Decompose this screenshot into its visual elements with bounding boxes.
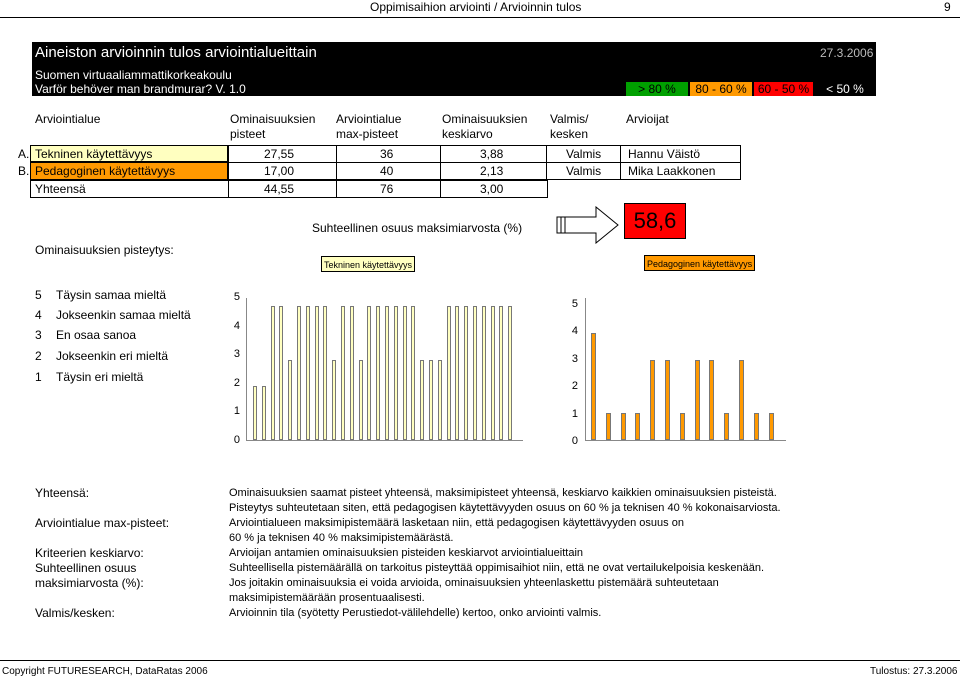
chart-ped-bar — [724, 413, 729, 440]
row-a-evaluator: Hannu Väistö — [628, 147, 701, 161]
chart-tech-bar — [508, 306, 512, 440]
col-header-points-1: Ominaisuuksien — [230, 112, 316, 126]
legend-over-80: > 80 % — [626, 82, 688, 96]
table-col-divider — [440, 180, 441, 198]
chart-tech-bar — [323, 306, 327, 440]
table-col-divider — [336, 145, 337, 180]
total-max: 76 — [380, 182, 394, 196]
arrow-right-icon — [556, 206, 620, 244]
legend-80-60: 80 - 60 % — [690, 82, 752, 96]
row-a-points: 27,55 — [264, 147, 295, 161]
chart-tech-bar — [420, 360, 424, 440]
row-b-letter: B. — [18, 164, 30, 178]
col-header-status-2: kesken — [550, 127, 589, 141]
chart-tech-bar — [341, 306, 345, 440]
footer-rule — [0, 660, 960, 661]
def-term-relative-1: Suhteellinen osuus — [35, 561, 137, 575]
table-col-divider — [228, 145, 229, 180]
chart-tech-bar — [499, 306, 503, 440]
def-term-avg: Kriteerien keskiarvo: — [35, 546, 144, 560]
scores-heading: Ominaisuuksien pisteytys: — [35, 243, 174, 257]
def-text-relative-1: Suhteellisella pistemäärällä on tarkoitus pisteyttää oppimisaihiot niin, että ne ovat vertailukelpoisia keskenään. — [229, 562, 765, 574]
report-date: 27.3.2006 — [820, 46, 874, 60]
chart-ped-bar — [650, 360, 655, 440]
chart-tech-bar — [376, 306, 380, 440]
row-a-status: Valmis — [566, 147, 602, 161]
scale-text-2: Jokseenkin eri mieltä — [56, 349, 169, 363]
def-text-max-2: 60 % ja teknisen 40 % maksimipistemäärästä. — [229, 532, 454, 544]
table-col-divider — [546, 145, 547, 180]
chart-tech-title: Tekninen käytettävyys — [321, 256, 415, 272]
chart-ped-bar — [621, 413, 626, 440]
def-text-max-1: Arviointialueen maksimipistemäärä lasketaan niin, että pedagogisen käytettävyyden osuus on — [229, 517, 684, 529]
chart-ped-bar — [695, 360, 700, 440]
chart-tech-bar — [403, 306, 407, 440]
col-header-evaluators: Arvioijat — [626, 112, 669, 126]
chart-tech-bar — [367, 306, 371, 440]
scale-num-3: 3 — [35, 328, 42, 342]
relative-score-label: Suhteellinen osuus maksimiarvosta (%) — [312, 221, 523, 235]
chart-tech-bar — [394, 306, 398, 440]
chart-tech-bar — [429, 360, 433, 440]
total-points: 44,55 — [264, 182, 295, 196]
table-col-divider — [620, 145, 621, 180]
row-b-points: 17,00 — [264, 164, 295, 178]
chart-ped-plot — [585, 298, 786, 441]
chart-tech-bar — [271, 306, 275, 440]
def-term-total: Yhteensä: — [35, 486, 90, 500]
col-header-max-2: max-pisteet — [336, 127, 399, 141]
chart-tech-tick: 2 — [233, 377, 240, 389]
row-a-avg: 3,88 — [480, 147, 504, 161]
def-text-total-2: Pisteytys suhteutetaan siten, että pedagogisen käytettävyyden osuus on 60 % ja teknisen 40 % kokonaisarviosta. — [229, 502, 781, 514]
total-label: Yhteensä — [35, 182, 86, 196]
scale-num-4: 4 — [35, 308, 42, 322]
chart-tech-bar — [385, 306, 389, 440]
chart-tech-bar — [464, 306, 468, 440]
legend-60-50: 60 - 50 % — [754, 82, 813, 96]
chart-tech-bar — [359, 360, 363, 440]
chart-ped-tick: 1 — [571, 408, 578, 420]
total-avg: 3,00 — [480, 182, 504, 196]
scale-num-1: 1 — [35, 370, 42, 384]
def-text-relative-3: maksimipistemäärään prosentuaalisesti. — [229, 592, 425, 604]
relative-score-value: 58,6 — [624, 203, 686, 239]
row-a-letter: A. — [18, 147, 30, 161]
chart-tech-plot — [246, 298, 523, 441]
chart-tech-bar — [253, 386, 257, 440]
chart-ped-tick: 0 — [571, 435, 578, 447]
chart-tech-tick: 4 — [233, 320, 240, 332]
def-term-relative-2: maksimiarvosta (%): — [35, 576, 144, 590]
chart-ped-bar — [606, 413, 611, 440]
chart-tech-bar — [411, 306, 415, 440]
chart-ped-tick: 3 — [571, 353, 578, 365]
row-a-max: 36 — [380, 147, 394, 161]
col-header-status-1: Valmis/ — [550, 112, 589, 126]
chart-tech-bar — [306, 306, 310, 440]
chart-ped-bar — [591, 333, 596, 440]
chart-tech-bar — [288, 360, 292, 440]
col-header-max-1: Arviointialue — [336, 112, 402, 126]
chart-tech-bar — [473, 306, 477, 440]
chart-tech-bar — [332, 360, 336, 440]
col-header-avg-1: Ominaisuuksien — [442, 112, 528, 126]
row-b-max: 40 — [380, 164, 394, 178]
row-b-avg: 2,13 — [480, 164, 504, 178]
scale-text-5: Täysin samaa mieltä — [56, 288, 167, 302]
chart-tech-bar — [315, 306, 319, 440]
chart-ped-bar — [739, 360, 744, 440]
def-term-max: Arviointialue max-pisteet: — [35, 516, 170, 530]
chart-ped-bar — [769, 413, 774, 440]
chart-tech-bar — [491, 306, 495, 440]
chart-tech-bar — [262, 386, 266, 440]
scale-text-1: Täysin eri mieltä — [56, 370, 144, 384]
chart-tech-tick: 5 — [233, 291, 240, 303]
legend-under-50: < 50 % — [815, 82, 875, 96]
row-b-status: Valmis — [566, 164, 602, 178]
chart-ped-bar — [754, 413, 759, 440]
chart-tech-tick: 1 — [233, 405, 240, 417]
col-header-avg-2: keskiarvo — [442, 127, 493, 141]
chart-tech-bar — [438, 360, 442, 440]
chart-tech-bar — [447, 306, 451, 440]
def-text-relative-2: Jos joitakin ominaisuuksia ei voida arvioida, ominaisuuksien yhteenlaskettu pistemäärä suhteutetaan — [229, 577, 719, 589]
table-col-divider — [440, 145, 441, 180]
table-col-divider — [336, 180, 337, 198]
chart-ped-bar — [635, 413, 640, 440]
report-organization: Suomen virtuaaliammattikorkeakoulu — [35, 68, 232, 82]
def-text-avg-1: Arvioijan antamien ominaisuuksien pisteiden keskiarvot arviointialueittain — [229, 547, 584, 559]
chart-tech-bar — [350, 306, 354, 440]
chart-ped-tick: 4 — [571, 325, 578, 337]
def-term-status: Valmis/kesken: — [35, 606, 115, 620]
footer-printed: Tulostus: 27.3.2006 — [870, 666, 958, 677]
report-item: Varför behöver man brandmurar? V. 1.0 — [35, 82, 246, 96]
chart-ped-tick: 2 — [571, 380, 578, 392]
scale-num-2: 2 — [35, 349, 42, 363]
col-header-points-2: pisteet — [230, 127, 266, 141]
row-b-evaluator: Mika Laakkonen — [628, 164, 716, 178]
chart-ped-title: Pedagoginen käytettävyys — [644, 255, 755, 271]
scale-text-3: En osaa sanoa — [56, 328, 137, 342]
def-text-status-1: Arvioinnin tila (syötetty Perustiedot-välilehdelle) kertoo, onko arviointi valmis. — [229, 607, 602, 619]
chart-ped-bar — [680, 413, 685, 440]
table-col-divider — [228, 180, 229, 198]
row-a-name: Tekninen käytettävyys — [35, 147, 153, 161]
chart-tech-tick: 3 — [233, 348, 240, 360]
chart-tech-bar — [279, 306, 283, 440]
col-header-area: Arviointialue — [35, 112, 101, 126]
chart-ped-bar — [709, 360, 714, 440]
chart-tech-bar — [297, 306, 301, 440]
chart-ped-tick: 5 — [571, 298, 578, 310]
def-text-total-1: Ominaisuuksien saamat pisteet yhteensä, maksimipisteet yhteensä, keskiarvo kaikkien ominaisuuksien pisteistä. — [229, 487, 777, 499]
row-b-name: Pedagoginen käytettävyys — [35, 164, 176, 178]
page-header-title: Oppimisaihion arviointi / Arvioinnin tulos — [370, 0, 582, 14]
header-rule — [0, 17, 960, 18]
report-title: Aineiston arvioinnin tulos arviointialueittain — [35, 44, 317, 61]
footer-copyright: Copyright FUTURESEARCH, DataRatas 2006 — [2, 666, 208, 677]
chart-tech-tick: 0 — [233, 434, 240, 446]
page-number: 9 — [944, 0, 951, 14]
chart-tech-bar — [482, 306, 486, 440]
chart-tech-bar — [455, 306, 459, 440]
scale-text-4: Jokseenkin samaa mieltä — [56, 308, 191, 322]
scale-num-5: 5 — [35, 288, 42, 302]
chart-ped-bar — [665, 360, 670, 440]
